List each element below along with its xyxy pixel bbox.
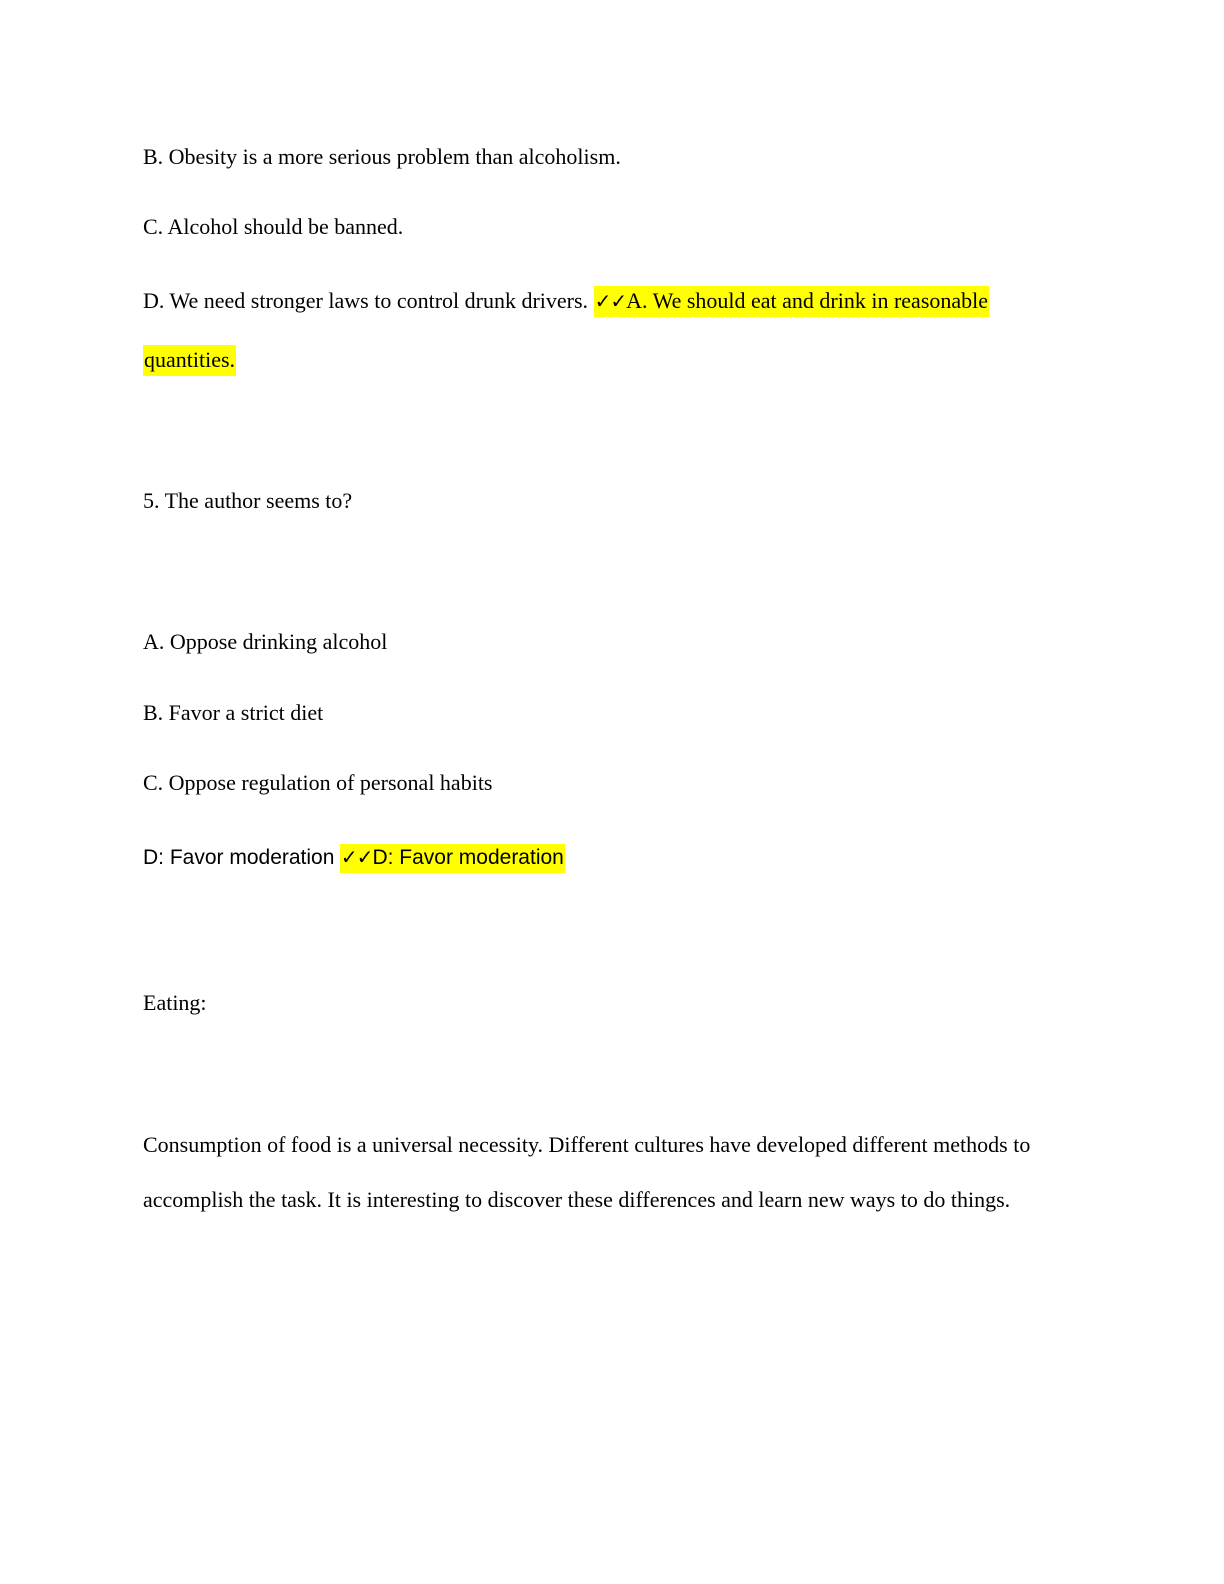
q4-option-d: D. We need stronger laws to control drunk drivers. (143, 288, 589, 313)
section-paragraph: Consumption of food is a universal necessity. Different cultures have developed different methods to accomplish the task. It is interesting to discover these differences and learn new ways to do things. (143, 1132, 1031, 1212)
q4-option-b: B. Obesity is a more serious problem than alcoholism. (143, 144, 621, 169)
q5-option-a: A. Oppose drinking alcohol (143, 629, 388, 654)
q4-answer-text: A. We should eat and drink in reasonable (626, 288, 989, 313)
q5-answer-highlight (340, 844, 565, 873)
q5-question: 5. The author seems to? (143, 488, 353, 513)
q5-option-c: C. Oppose regulation of personal habits (143, 770, 493, 795)
check-icon: ✓✓ (594, 289, 627, 313)
q5-option-b: B. Favor a strict diet (143, 700, 324, 725)
q4-answer-continuation-line (143, 346, 236, 374)
q5-option-d: D: Favor moderation (143, 846, 335, 869)
section-heading: Eating: (143, 990, 207, 1015)
q4-option-c: C. Alcohol should be banned. (143, 214, 404, 239)
q5-answer-text: D: Favor moderation (372, 846, 564, 869)
q4-answer-highlight (594, 286, 989, 317)
q4-answer-continuation: quantities. (143, 345, 236, 376)
q4-option-d-line (143, 287, 989, 315)
q5-option-d-line (143, 843, 565, 872)
check-icon: ✓✓ (340, 845, 373, 869)
